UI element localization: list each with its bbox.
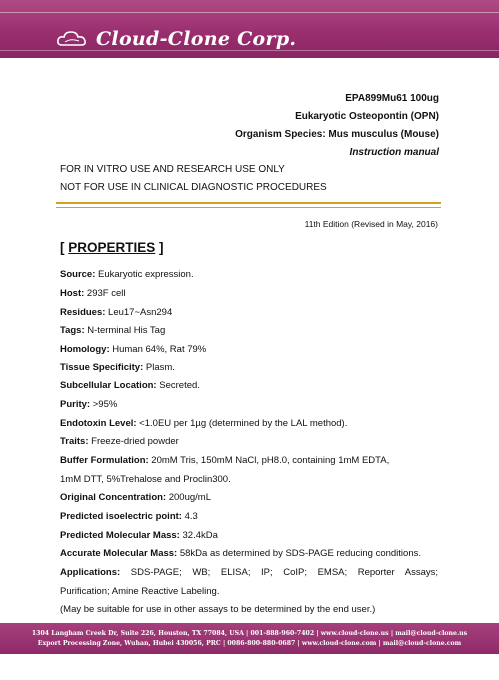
property-row: Host: 293F cell: [60, 288, 126, 299]
applications-note: (May be suitable for use in other assays to be determined by the end user.): [60, 604, 376, 615]
edition-note: 11th Edition (Revised in May, 2016): [304, 219, 438, 229]
property-row: Homology: Human 64%, Rat 79%: [60, 344, 207, 355]
divider-thin: [56, 207, 441, 208]
bracket-close: ]: [155, 240, 164, 255]
bracket-open: [: [60, 240, 69, 255]
property-row: Tags: N-terminal His Tag: [60, 325, 166, 336]
property-row: Buffer Formulation: 20mM Tris, 150mM NaCl, pH8.0, containing 1mM EDTA,: [60, 455, 390, 466]
diagnostic-use-notice: NOT FOR USE IN CLINICAL DIAGNOSTIC PROCEDURES: [60, 182, 327, 193]
property-row: Purity: >95%: [60, 399, 118, 410]
property-row: Endotoxin Level: <1.0EU per 1µg (determined by the LAL method).: [60, 418, 348, 429]
research-use-notice: FOR IN VITRO USE AND RESEARCH USE ONLY: [60, 164, 285, 175]
property-row: Predicted Molecular Mass: 32.4kDa: [60, 530, 218, 541]
footer-cn-address: Export Processing Zone, Wuhan, Hubei 430056, PRC | 0086-800-880-0687 | www.cloud-clone.com | mail@cloud-clone.com: [37, 640, 462, 647]
section-heading: [60, 240, 164, 255]
applications-row: Applications: SDS-PAGE; WB; ELISA; IP; CoIP; EMSA; Reporter Assays;: [60, 567, 438, 578]
property-row: Traits: Freeze-dried powder: [60, 436, 179, 447]
property-row: 1mM DTT, 5%Trehalose and Proclin300.: [60, 474, 231, 485]
company-name: Cloud-Clone Corp.: [96, 28, 297, 50]
header-divider-bottom: [0, 50, 499, 51]
footer-band: [0, 623, 499, 654]
catalog-number: EPA899Mu61 100ug: [345, 93, 439, 104]
header-band: [0, 0, 499, 58]
footer-us-address: 1304 Langham Creek Dr, Suite 226, Houston, TX 77084, USA | 001-888-960-7402 | www.cloud-clone.us | mail@cloud-clone.us: [31, 630, 468, 637]
company-logo: [56, 28, 296, 50]
property-row: Source: Eukaryotic expression.: [60, 269, 194, 280]
property-row: Residues: Leu17~Asn294: [60, 307, 173, 318]
applications-row-continued: Purification; Amine Reactive Labeling.: [60, 586, 220, 597]
cloud-icon: [56, 29, 88, 49]
section-title: PROPERTIES: [68, 240, 156, 255]
product-name: Eukaryotic Osteopontin (OPN): [295, 111, 439, 122]
document-type: Instruction manual: [349, 147, 439, 158]
property-row: Subcellular Location: Secreted.: [60, 380, 200, 391]
header-divider-top: [0, 12, 499, 13]
property-row: Original Concentration: 200ug/mL: [60, 492, 211, 503]
organism-species: Organism Species: Mus musculus (Mouse): [235, 129, 439, 140]
property-row: Predicted isoelectric point: 4.3: [60, 511, 198, 522]
property-row: Accurate Molecular Mass: 58kDa as determined by SDS-PAGE reducing conditions.: [60, 548, 421, 559]
property-row: Tissue Specificity: Plasm.: [60, 362, 175, 373]
divider-thick: [56, 202, 441, 204]
